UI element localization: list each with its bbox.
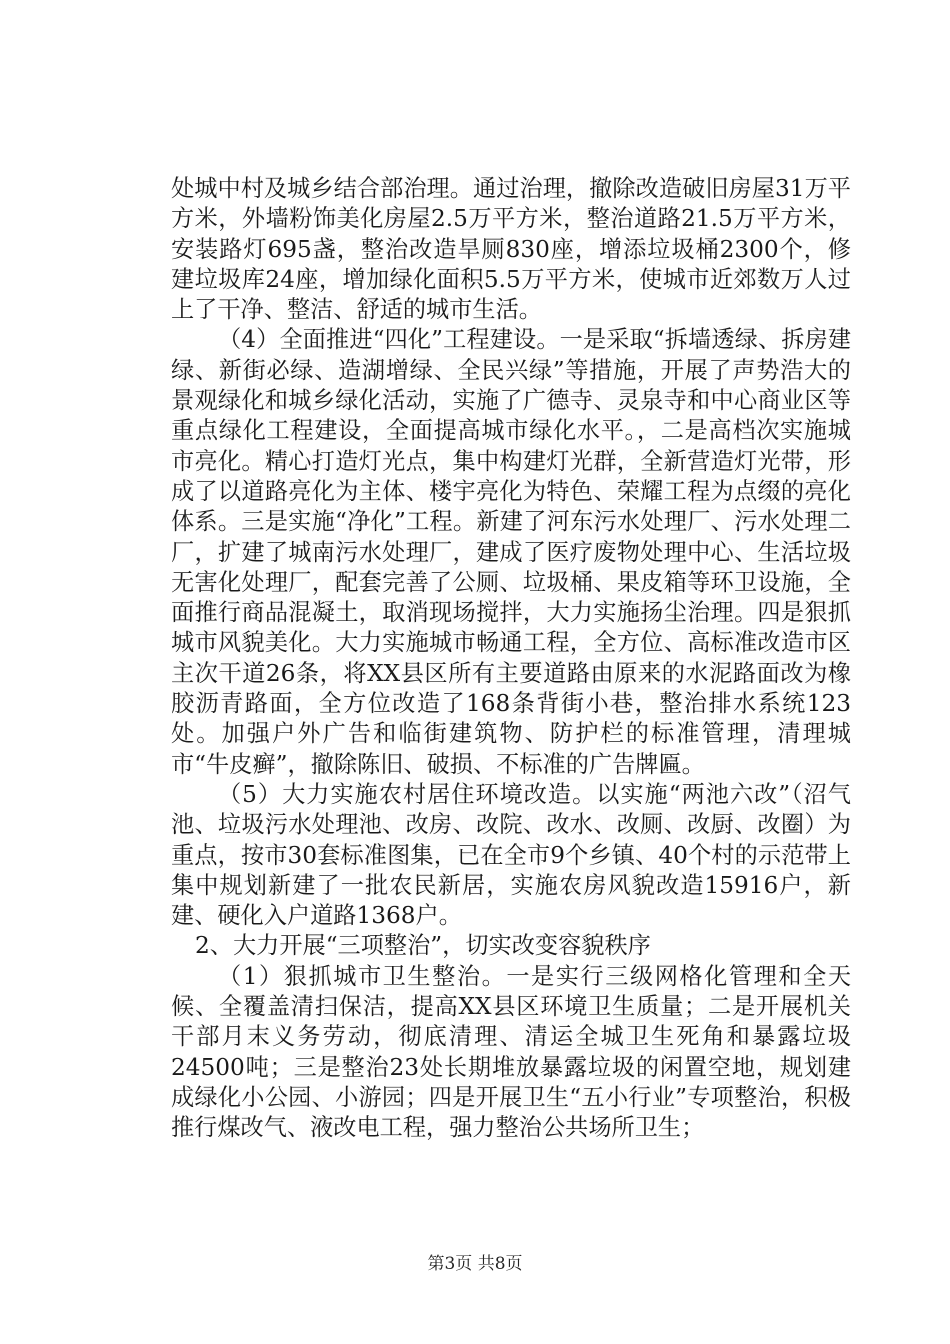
paragraph-sanitation-rectification: （1）狠抓城市卫生整治。一是实行三级网格化管理和全天候、全覆盖清扫保洁，提高XX县区环境卫生质量；二是开展机关干部月末义务劳动，彻底清理、清运全城卫生死角和暴露垃圾24500吨；三是整治23处长期堆放暴露垃圾的闲置空地，规划建成绿化小公园、小游园；四是开展卫生“五小行业”专项整治，积极推行煤改气、液改电工程，强力整治公共场所卫生； <box>171 962 851 1142</box>
paragraph-urban-village-renovation: 处城中村及城乡结合部治理。通过治理，撤除改造破旧房屋31万平方米，外墙粉饰美化房屋2.5万平方米，整治道路21.5万平方米，安装路灯695盏，整治改造旱厕830座，增添垃圾桶2300个，修建垃圾库24座，增加绿化面积5.5万平方米，使城市近郊数万人过上了干净、整洁、舒适的城市生活。 <box>171 175 851 324</box>
paragraph-four-modernizations: （4）全面推进“四化”工程建设。一是采取“拆墙透绿、拆房建绿、新街必绿、造湖增绿、全民兴绿”等措施，开展了声势浩大的景观绿化和城乡绿化活动，实施了广德寺、灵泉寺和中心商业区等重点绿化工程建设，全面提高城市绿化水平。，二是高档次实施城市亮化。精心打造灯光点，集中构建灯光群，全新营造灯光带，形成了以道路亮化为主体、楼宇亮化为特色、荣耀工程为点缀的亮化体系。三是实施“净化”工程。新建了河东污水处理厂、污水处理二厂，扩建了城南污水处理厂，建成了医疗废物处理中心、生活垃圾无害化处理厂，配套完善了公厕、垃圾桶、果皮箱等环卫设施，全面推行商品混凝土，取消现场搅拌，大力实施扬尘治理。四是狠抓城市风貌美化。大力实施城市畅通工程，全方位、高标准改造市区主次干道26条，将XX县区所有主要道路由原来的水泥路面改为橡胶沥青路面，全方位改造了168条背街小巷，整治排水系统123处。加强户外广告和临街建筑物、防护栏的标准管理，清理城市“牛皮癣”，撤除陈旧、破损、不标准的广告牌匾。 <box>171 326 851 778</box>
document-body <box>171 174 851 1144</box>
section-heading-three-rectifications: 2、大力开展“三项整治”，切实改变容貌秩序 <box>195 932 651 960</box>
page-number-footer: 第3页 共8页 <box>427 1254 523 1274</box>
paragraph-rural-housing-renovation: （5）大力实施农村居住环境改造。以实施“两池六改”（沼气池、垃圾污水处理池、改房、改院、改水、改厕、改厨、改圈）为重点，按市30套标准图集，已在全市9个乡镇、40个村的示范带上集中规划新建了一批农民新居，实施农房风貌改造15916户，新建、硬化入户道路1368户。 <box>171 780 851 930</box>
